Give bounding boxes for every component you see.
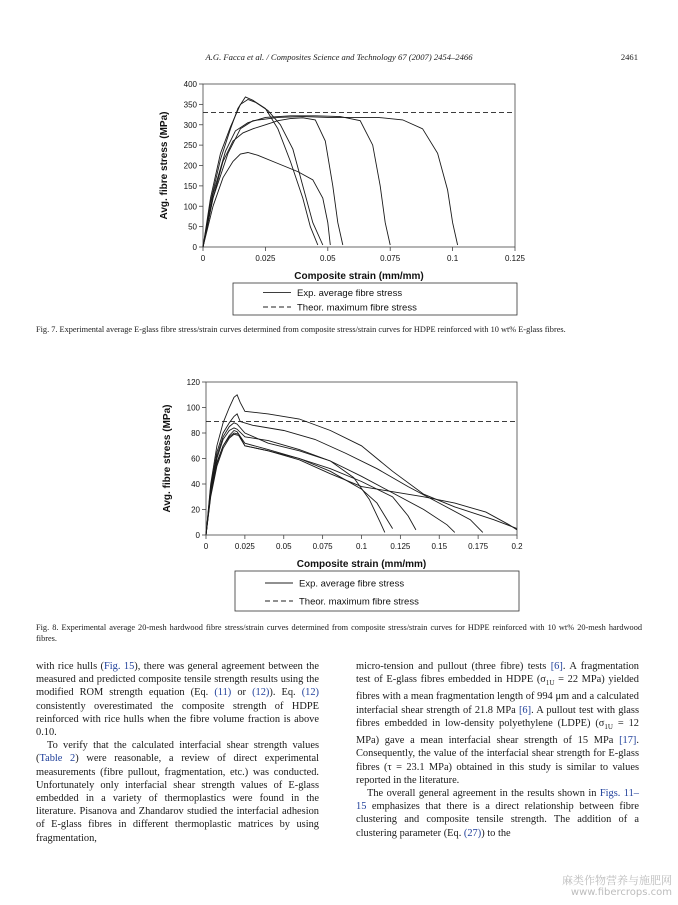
y-tick-label: 100 [186,403,200,413]
y-tick-label: 0 [192,243,197,252]
paragraph: To verify that the calculated interfacial shear strength values (Table 2) were reasonable, a review of direct experimental measurements (fibre pullout, fragmentation, etc.) was conducted. Unfortunately only interfacial shear strength values of E-glass embedded in a variety of thermoplastics were found in the literature. Pisanova and Zhandarov studied the interfacial adhesion of E-glass fibres in different thermoplastic matrices by using fragmentation, [36,740,319,844]
x-tick-label: 0 [203,542,209,551]
y-tick-label: 20 [191,505,200,515]
x-tick-label: 0.025 [255,254,276,263]
watermark-title: 麻类作物营养与施肥网 [562,874,672,887]
right-column [356,660,639,840]
y-tick-label: 80 [191,429,200,438]
running-title: A.G. Facca et al. / Composites Science and Technology 67 (2007) 2454–2466 [205,52,473,62]
y-tick-label: 250 [183,141,197,151]
stress-strain-curve [206,395,517,535]
x-tick-label: 0.05 [320,254,336,263]
y-axis-label: Avg. fibre stress (MPa) [162,404,173,513]
y-tick-label: 300 [183,120,197,130]
x-tick-label: 0.125 [390,542,411,551]
figure-8-chart [0,372,678,620]
x-tick-label: 0.15 [431,542,448,551]
y-tick-label: 120 [186,378,200,387]
figure-7-chart [0,70,678,320]
left-column [36,660,319,845]
stress-strain-curve [203,116,390,247]
y-tick-label: 100 [183,202,197,212]
x-axis-label: Composite strain (mm/mm) [294,271,424,282]
y-tick-label: 150 [183,181,197,191]
y-tick-label: 200 [183,161,197,171]
y-axis-label: Avg. fibre stress (MPa) [159,111,170,220]
x-tick-label: 0.075 [312,542,333,551]
legend-entry: Theor. maximum fibre stress [299,596,419,608]
y-tick-label: 400 [183,80,197,89]
legend-entry: Exp. average fibre stress [297,288,403,300]
x-tick-label: 0 [200,254,206,263]
x-tick-label: 0.075 [380,254,401,263]
stress-strain-curve [203,117,458,247]
x-tick-label: 0.1 [447,254,459,263]
y-tick-label: 0 [195,531,200,540]
paragraph: with rice hulls (Fig. 15), there was general agreement between the measured and predicted composite tensile strength results using the modified ROM strength equation (Eq. (11) or (12)). Eq. (12) consistently overestimated the composite strength of HDPE reinforced with rice hulls when the fibre volume fraction is above 0.10. [36,661,320,739]
x-tick-label: 0.125 [504,254,526,263]
y-tick-label: 60 [191,454,200,464]
legend-entry: Theor. maximum fibre stress [297,302,417,314]
stress-strain-curve [206,423,455,535]
stress-strain-curve [203,153,330,248]
x-tick-label: 0.1 [355,542,368,551]
x-tick-label: 0.175 [468,542,489,551]
legend-entry: Exp. average fibre stress [299,578,405,590]
y-tick-label: 50 [188,222,197,232]
stress-strain-curve [203,118,343,247]
y-tick-label: 350 [183,100,197,110]
paragraph: The overall general agreement in the results shown in Figs. 11–15 emphasizes that there is a direct relationship between fibre clustering and composite tensile strength. The addition of a clustering parameter (Eq. (27)) to the [356,787,639,839]
x-tick-label: 0.05 [275,542,292,551]
paragraph: micro-tension and pullout (three fibre) tests [6]. A fragmentation test of E-glass fibres embedded in HDPE ($\sigma_{1U} = 22$ MPa) yielded fibres with a mean fragmentation length of 994 μm and a calculated interfacial shear strength of 21.8 MPa [6]. A pullout test with glass fibres embedded in low-density polyethylene (LDPE) ($\sigma_{1U} = 12$ MPa) gave a mean interfacial shear strength of 15 MPa [17]. Consequently, the value of the interfacial shear strength for E-glass fibres (τ = 23.1 MPa) obtained in this study is similar to values reported in the literature. [356,661,640,786]
x-tick-label: 0.2 [511,542,523,551]
watermark-url: www.fibercrops.com [570,887,672,898]
x-tick-label: 0.025 [234,542,255,551]
figure-8-caption: Fig. 8. Experimental average 20-mesh hardwood fibre stress/strain curves determined from composite stress/strain curves for HDPE reinforced with 10 wt% 20-mesh hardwood fibres. [36,623,642,643]
figure-7-caption: Fig. 7. Experimental average E-glass fibre stress/strain curves determined from composite stress/strain curves for HDPE reinforced with 10 wt% E-glass fibres. [36,325,566,334]
page-number: 2461 [620,52,638,62]
plot-area [203,84,515,247]
x-axis-label: Composite strain (mm/mm) [296,559,427,570]
y-tick-label: 40 [191,480,200,489]
running-header [0,52,678,66]
stress-strain-curve [206,433,416,535]
